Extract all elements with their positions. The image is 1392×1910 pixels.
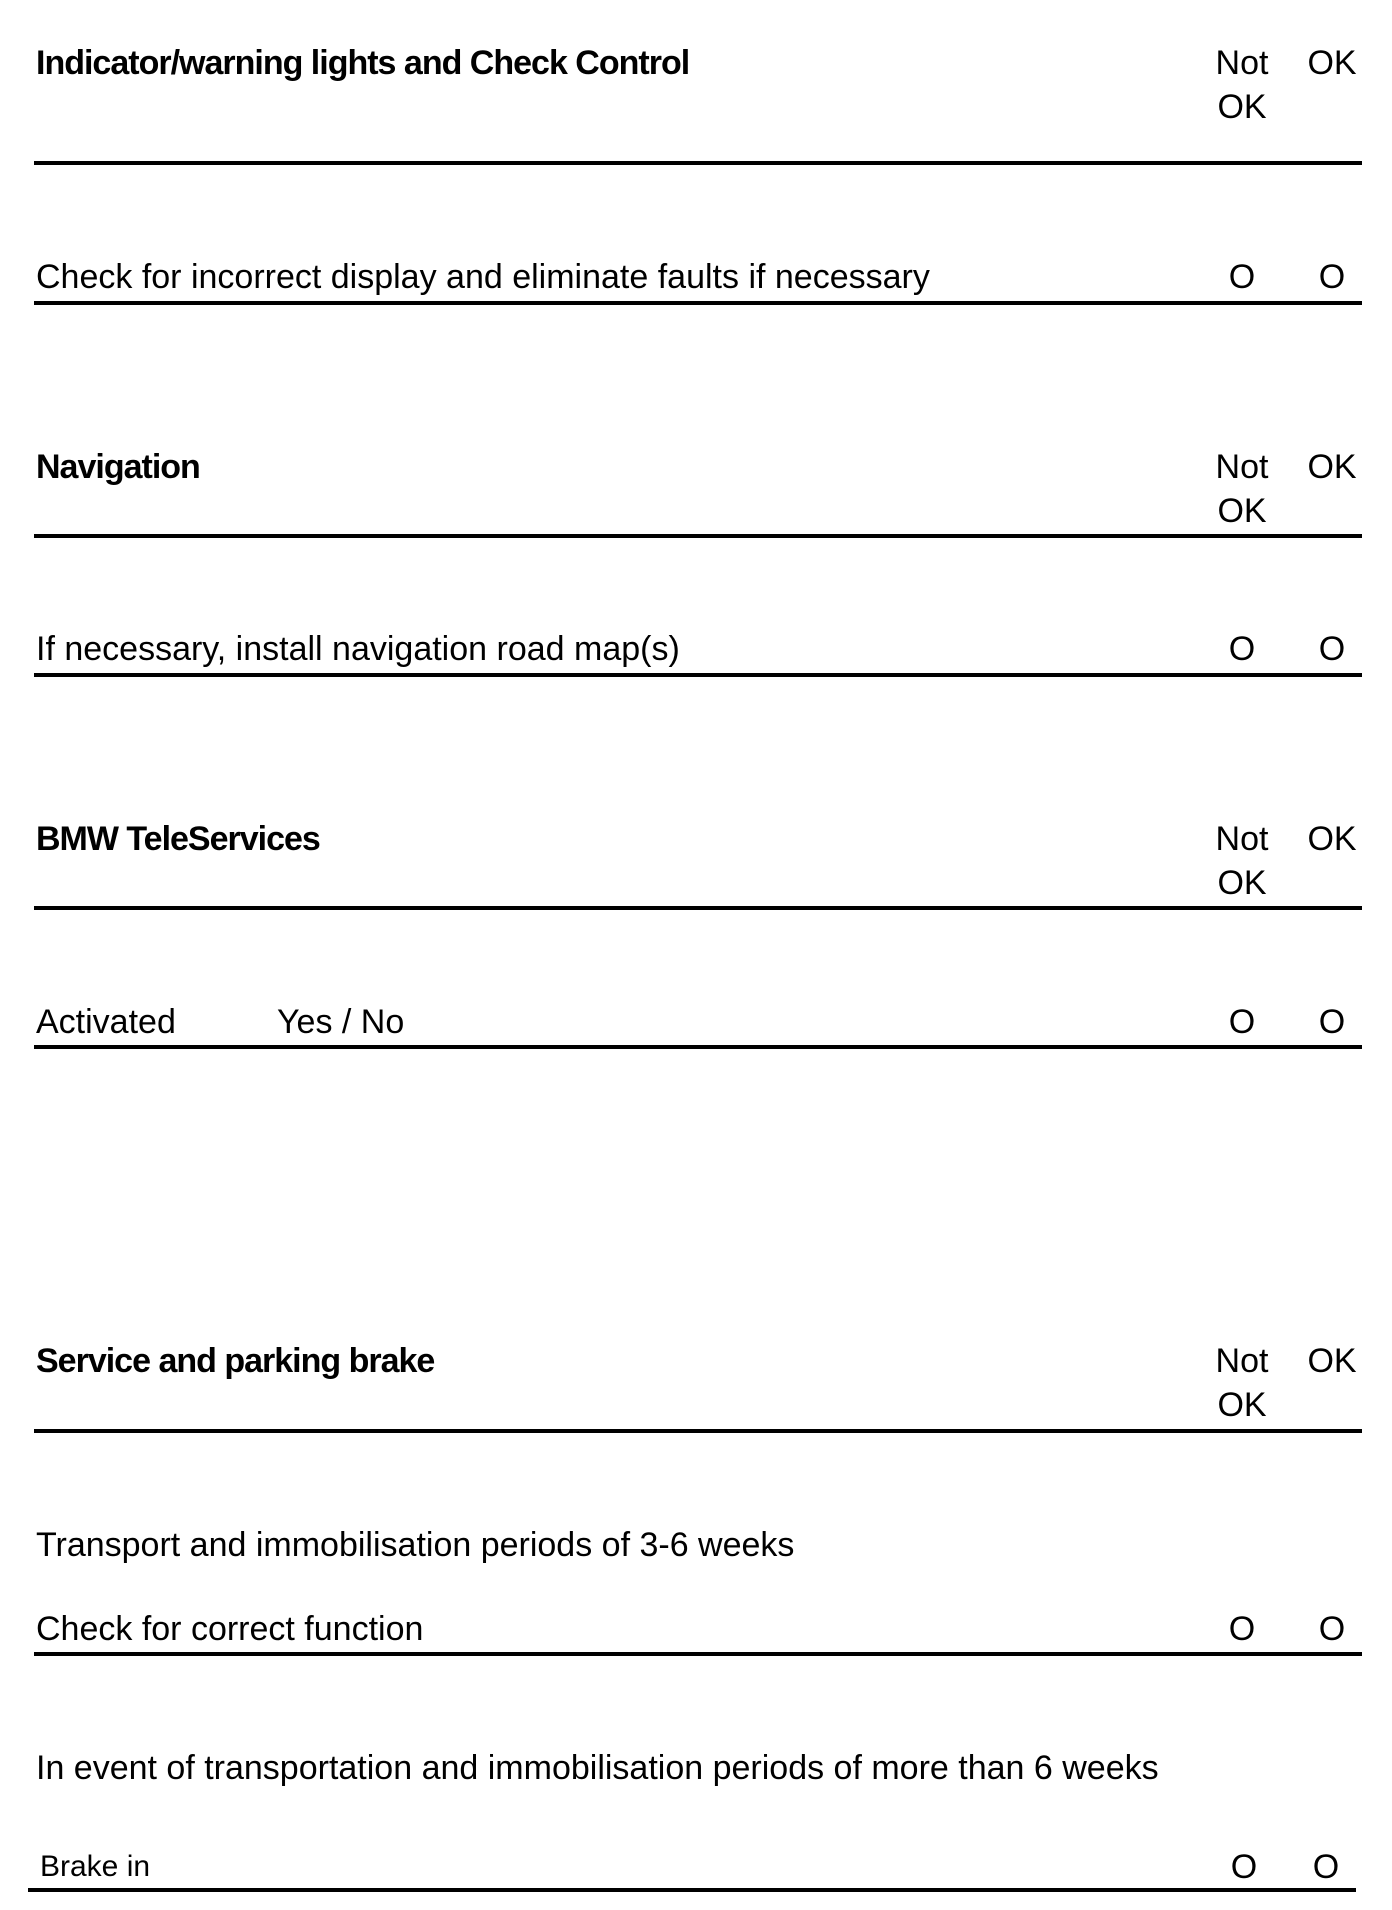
brake-note: In event of transportation and immobilisation periods of more than 6 weeks bbox=[36, 1749, 1159, 1787]
not-ok-checkbox[interactable]: O bbox=[1228, 258, 1256, 296]
section-title-indicator-lights: Indicator/warning lights and Check Control bbox=[36, 44, 690, 82]
column-header-not-ok: Not OK bbox=[1215, 448, 1269, 530]
section-divider bbox=[34, 1429, 1362, 1433]
section-divider bbox=[34, 906, 1362, 910]
ok-checkbox[interactable]: O bbox=[1318, 630, 1346, 668]
not-ok-checkbox[interactable]: O bbox=[1228, 630, 1256, 668]
ok-checkbox[interactable]: O bbox=[1318, 258, 1346, 296]
check-item-label: Check for incorrect display and eliminate faults if necessary bbox=[36, 258, 930, 296]
ok-checkbox[interactable]: O bbox=[1312, 1848, 1340, 1886]
check-item-label: If necessary, install navigation road map(s) bbox=[36, 630, 680, 668]
column-header-not-ok: Not OK bbox=[1215, 1342, 1269, 1424]
check-item-label: Brake in bbox=[40, 1850, 151, 1883]
column-header-ok: OK bbox=[1307, 1342, 1357, 1380]
ok-checkbox[interactable]: O bbox=[1318, 1003, 1346, 1041]
not-ok-checkbox[interactable]: O bbox=[1230, 1848, 1258, 1886]
brake-note: Transport and immobilisation periods of 3-6 weeks bbox=[36, 1526, 795, 1564]
section-divider bbox=[34, 534, 1362, 538]
column-header-ok: OK bbox=[1307, 820, 1357, 858]
check-item-label: Check for correct function bbox=[36, 1610, 424, 1648]
ok-checkbox[interactable]: O bbox=[1318, 1610, 1346, 1648]
row-divider bbox=[34, 673, 1362, 677]
not-ok-checkbox[interactable]: O bbox=[1228, 1003, 1256, 1041]
row-divider bbox=[34, 1045, 1362, 1049]
column-header-ok: OK bbox=[1307, 44, 1357, 82]
activated-value: Yes / No bbox=[277, 1003, 405, 1041]
row-divider bbox=[34, 1652, 1362, 1656]
column-header-not-ok: Not OK bbox=[1215, 820, 1269, 902]
column-header-not-ok: Not OK bbox=[1215, 44, 1269, 126]
row-divider bbox=[28, 1888, 1356, 1892]
row-divider bbox=[34, 301, 1362, 305]
section-title-teleservices: BMW TeleServices bbox=[36, 820, 320, 858]
check-item-label: Activated bbox=[36, 1003, 176, 1041]
not-ok-checkbox[interactable]: O bbox=[1228, 1610, 1256, 1648]
column-header-ok: OK bbox=[1307, 448, 1357, 486]
section-title-brake: Service and parking brake bbox=[36, 1342, 435, 1380]
section-title-navigation: Navigation bbox=[36, 448, 200, 486]
section-divider bbox=[34, 161, 1362, 165]
